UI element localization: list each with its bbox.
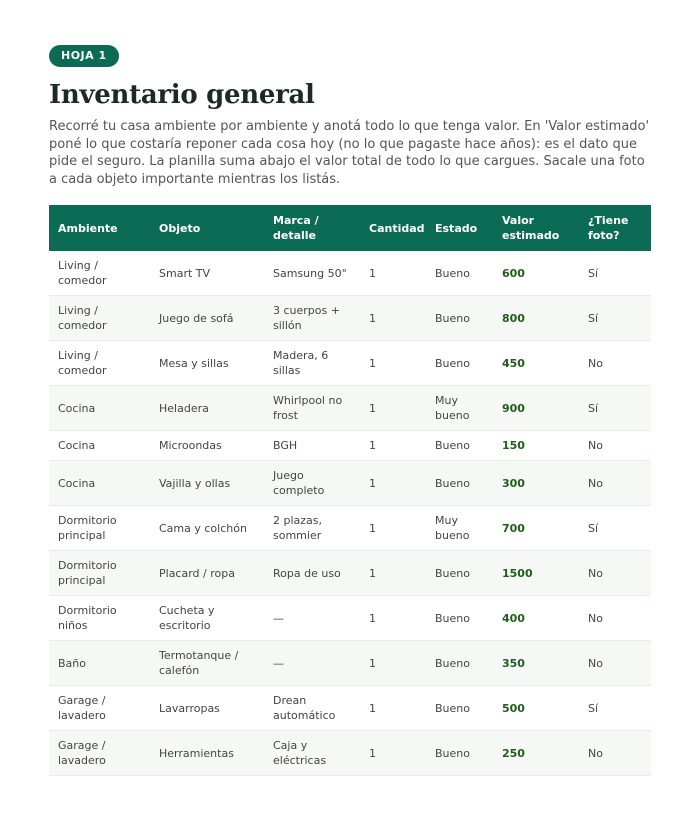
cell-marca: Caja y eléctricas xyxy=(264,731,360,776)
cell-estado: Bueno xyxy=(426,551,493,596)
cell-objeto: Lavarropas xyxy=(150,686,264,731)
cell-objeto: Herramientas xyxy=(150,731,264,776)
cell-valor: 350 xyxy=(493,641,579,686)
cell-objeto: Cucheta y escritorio xyxy=(150,596,264,641)
cell-ambiente: Cocina xyxy=(49,431,150,461)
cell-marca: 3 cuerpos + sillón xyxy=(264,296,360,341)
table-row xyxy=(49,686,651,731)
table-row xyxy=(49,731,651,776)
cell-marca: Drean automático xyxy=(264,686,360,731)
cell-estado: Muy bueno xyxy=(426,506,493,551)
cell-valor: 800 xyxy=(493,296,579,341)
table-row xyxy=(49,431,651,461)
cell-ambiente: Dormitorio principal xyxy=(49,506,150,551)
table-row xyxy=(49,341,651,386)
cell-cantidad: 1 xyxy=(360,596,426,641)
cell-marca: BGH xyxy=(264,431,360,461)
cell-objeto: Mesa y sillas xyxy=(150,341,264,386)
cell-objeto: Juego de sofá xyxy=(150,296,264,341)
cell-valor: 900 xyxy=(493,386,579,431)
cell-marca: Ropa de uso xyxy=(264,551,360,596)
header-objeto: Objeto xyxy=(150,205,264,251)
cell-objeto: Placard / ropa xyxy=(150,551,264,596)
cell-foto: No xyxy=(579,731,651,776)
cell-ambiente: Living / comedor xyxy=(49,251,150,296)
cell-valor: 700 xyxy=(493,506,579,551)
inventory-table xyxy=(49,205,651,776)
cell-estado: Bueno xyxy=(426,296,493,341)
cell-ambiente: Dormitorio niños xyxy=(49,596,150,641)
table-row xyxy=(49,641,651,686)
cell-cantidad: 1 xyxy=(360,431,426,461)
header-ambiente: Ambiente xyxy=(49,205,150,251)
table-row xyxy=(49,461,651,506)
cell-ambiente: Cocina xyxy=(49,461,150,506)
cell-estado: Bueno xyxy=(426,251,493,296)
cell-marca: Samsung 50" xyxy=(264,251,360,296)
page-title: Inventario general xyxy=(49,80,315,110)
cell-valor: 600 xyxy=(493,251,579,296)
cell-ambiente: Cocina xyxy=(49,386,150,431)
cell-ambiente: Garage / lavadero xyxy=(49,686,150,731)
cell-foto: Sí xyxy=(579,296,651,341)
cell-objeto: Smart TV xyxy=(150,251,264,296)
header-valor-estimado: Valor estimado xyxy=(493,205,579,251)
cell-foto: Sí xyxy=(579,686,651,731)
cell-objeto: Cama y colchón xyxy=(150,506,264,551)
intro-paragraph: Recorré tu casa ambiente por ambiente y anotá todo lo que tenga valor. En 'Valor estimado' poné lo que costaría reponer cada cosa hoy (no lo que pagaste hace años): es el dato que pide el seguro. La planilla suma abajo el valor total de todo lo que cargues. Sacale una foto a cada objeto importante mientras los listás. xyxy=(49,119,650,187)
cell-cantidad: 1 xyxy=(360,731,426,776)
cell-estado: Bueno xyxy=(426,461,493,506)
cell-objeto: Termotanque / calefón xyxy=(150,641,264,686)
cell-estado: Bueno xyxy=(426,731,493,776)
cell-valor: 1500 xyxy=(493,551,579,596)
cell-foto: Sí xyxy=(579,386,651,431)
cell-ambiente: Living / comedor xyxy=(49,341,150,386)
cell-marca: Juego completo xyxy=(264,461,360,506)
cell-foto: No xyxy=(579,461,651,506)
table-row xyxy=(49,551,651,596)
cell-estado: Bueno xyxy=(426,641,493,686)
cell-estado: Bueno xyxy=(426,341,493,386)
cell-foto: Sí xyxy=(579,251,651,296)
cell-cantidad: 1 xyxy=(360,551,426,596)
cell-objeto: Vajilla y ollas xyxy=(150,461,264,506)
cell-cantidad: 1 xyxy=(360,296,426,341)
cell-marca: Whirlpool no frost xyxy=(264,386,360,431)
cell-foto: No xyxy=(579,641,651,686)
cell-foto: No xyxy=(579,551,651,596)
cell-marca: 2 plazas, sommier xyxy=(264,506,360,551)
cell-estado: Bueno xyxy=(426,686,493,731)
table-row xyxy=(49,506,651,551)
cell-cantidad: 1 xyxy=(360,506,426,551)
table-row xyxy=(49,386,651,431)
cell-objeto: Heladera xyxy=(150,386,264,431)
cell-estado: Bueno xyxy=(426,431,493,461)
cell-ambiente: Living / comedor xyxy=(49,296,150,341)
cell-ambiente: Baño xyxy=(49,641,150,686)
header-cantidad: Cantidad xyxy=(360,205,426,251)
header-marca-detalle: Marca / detalle xyxy=(264,205,360,251)
table-header-row xyxy=(49,205,651,251)
cell-valor: 400 xyxy=(493,596,579,641)
cell-cantidad: 1 xyxy=(360,686,426,731)
cell-marca: — xyxy=(264,596,360,641)
cell-cantidad: 1 xyxy=(360,461,426,506)
cell-cantidad: 1 xyxy=(360,641,426,686)
cell-marca: — xyxy=(264,641,360,686)
header-estado: Estado xyxy=(426,205,493,251)
cell-foto: No xyxy=(579,431,651,461)
cell-foto: No xyxy=(579,341,651,386)
cell-cantidad: 1 xyxy=(360,341,426,386)
cell-valor: 500 xyxy=(493,686,579,731)
cell-cantidad: 1 xyxy=(360,386,426,431)
cell-valor: 300 xyxy=(493,461,579,506)
sheet-badge: HOJA 1 xyxy=(49,45,119,67)
table-row xyxy=(49,251,651,296)
cell-valor: 150 xyxy=(493,431,579,461)
cell-marca: Madera, 6 sillas xyxy=(264,341,360,386)
cell-objeto: Microondas xyxy=(150,431,264,461)
cell-ambiente: Garage / lavadero xyxy=(49,731,150,776)
cell-valor: 250 xyxy=(493,731,579,776)
cell-estado: Muy bueno xyxy=(426,386,493,431)
cell-ambiente: Dormitorio principal xyxy=(49,551,150,596)
cell-estado: Bueno xyxy=(426,596,493,641)
header-tiene-foto: ¿Tiene foto? xyxy=(579,205,651,251)
cell-foto: No xyxy=(579,596,651,641)
table-row xyxy=(49,296,651,341)
cell-valor: 450 xyxy=(493,341,579,386)
cell-foto: Sí xyxy=(579,506,651,551)
cell-cantidad: 1 xyxy=(360,251,426,296)
table-row xyxy=(49,596,651,641)
